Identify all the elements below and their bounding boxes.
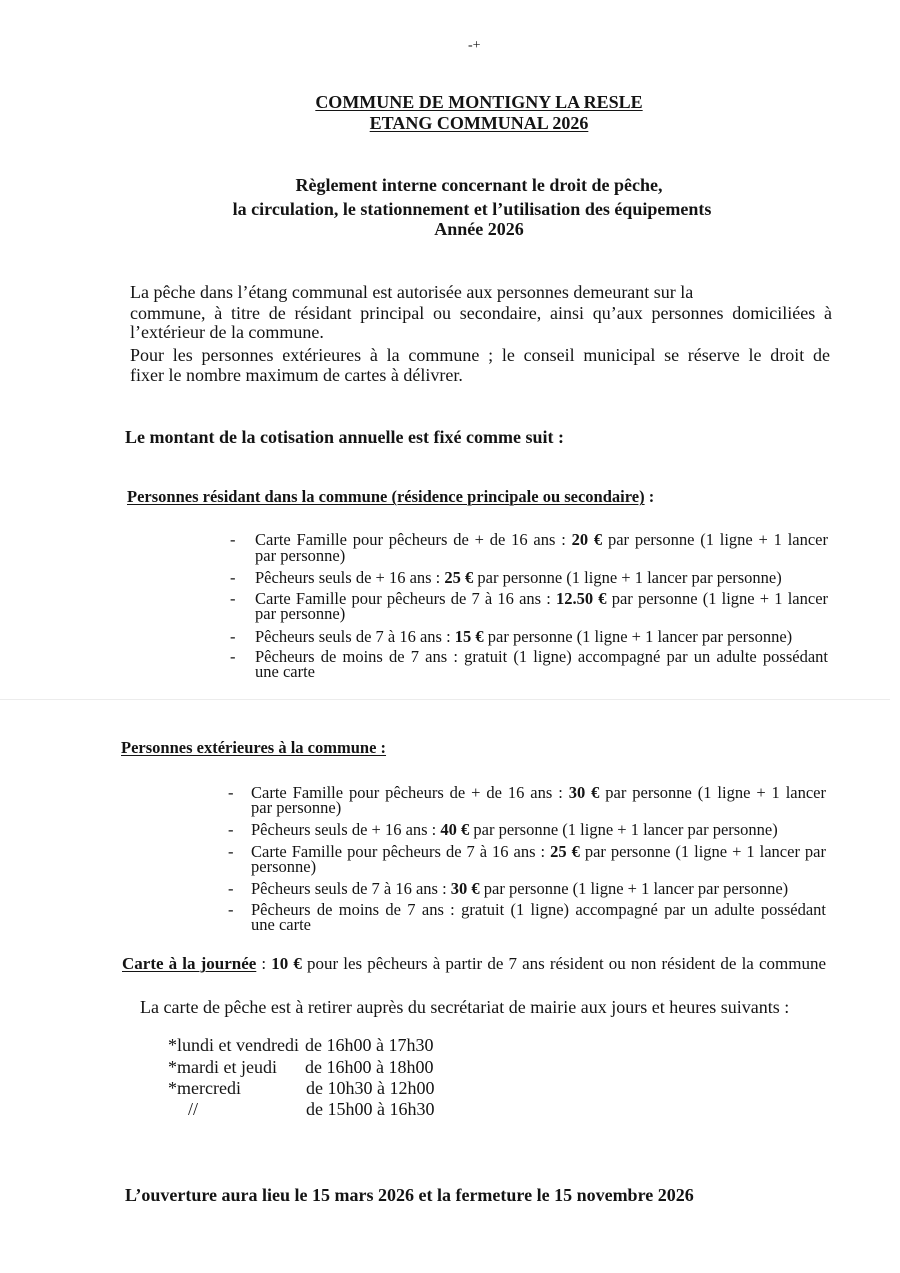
- schedule-hours: de 16h00 à 17h30: [305, 1035, 434, 1055]
- residents-heading-text: Personnes résidant dans la commune (résidence principale ou secondaire): [127, 487, 645, 506]
- item-text: Carte Famille pour pêcheurs de + de 16 ans :: [255, 530, 572, 549]
- list-bullet: -: [228, 820, 234, 839]
- item-rest: par personne (1 ligne + 1 lancer par: [579, 842, 826, 861]
- list-bullet: -: [230, 530, 236, 549]
- subtitle-line-1: Règlement interne concernant le droit de pêche,: [295, 175, 663, 195]
- item-price: 25 €: [550, 842, 580, 861]
- pickup-intro: La carte de pêche est à retirer auprès du secrétariat de mairie aux jours et heures suivants :: [140, 997, 790, 1017]
- schedule-days: *mercredi: [168, 1078, 241, 1098]
- schedule-hours: de 15h00 à 16h30: [306, 1099, 435, 1119]
- schedule-days: //: [188, 1099, 199, 1119]
- fees-heading: Le montant de la cotisation annuelle est fixé comme suit :: [125, 427, 564, 447]
- list-bullet: -: [230, 627, 236, 646]
- non-resident-item-5-line-1: Pêcheurs de moins de 7 ans : gratuit (1 ligne) accompagné par un adulte possédant: [251, 900, 826, 919]
- commune-title: COMMUNE DE MONTIGNY LA RESLE: [315, 92, 643, 112]
- item-price: 25 €: [444, 568, 474, 587]
- scan-line: [0, 699, 890, 700]
- etang-title: ETANG COMMUNAL 2026: [369, 113, 589, 133]
- item-rest: par personne (1 ligne + 1 lancer par personne): [469, 820, 778, 839]
- page-mark: -+: [468, 38, 481, 53]
- item-price: 12.50 €: [556, 589, 607, 608]
- item-text: Carte Famille pour pêcheurs de + de 16 ans :: [251, 783, 569, 802]
- schedule-days: *mardi et jeudi: [168, 1057, 277, 1077]
- item-text: Pêcheurs seuls de 7 à 16 ans :: [251, 879, 451, 898]
- item-price: 15 €: [454, 627, 484, 646]
- item-text: Pêcheurs seuls de 7 à 16 ans :: [255, 627, 455, 646]
- list-bullet: -: [228, 900, 234, 919]
- day-card-label: Carte à la journée: [122, 954, 257, 973]
- header-title-line-1: [179, 92, 779, 112]
- season-dates: L’ouverture aura lieu le 15 mars 2026 et la fermeture le 15 novembre 2026: [125, 1185, 694, 1205]
- intro-line-4: Pour les personnes extérieures à la commune ; le conseil municipal se réserve le droit de: [130, 345, 830, 365]
- day-card-rest: pour les pêcheurs à partir de 7 ans résident ou non résident de la commune: [301, 954, 826, 973]
- day-card-separator: :: [256, 954, 272, 973]
- schedule-hours: de 10h30 à 12h00: [306, 1078, 435, 1098]
- resident-item-2: [255, 568, 782, 588]
- schedule-days: *lundi et vendredi: [168, 1035, 299, 1055]
- resident-item-5-line-2: une carte: [255, 662, 315, 681]
- item-price: 40 €: [440, 820, 470, 839]
- schedule-hours: de 16h00 à 18h00: [305, 1057, 434, 1077]
- item-rest: par personne (1 ligne + 1 lancer: [606, 589, 829, 608]
- intro-line-2: commune, à titre de résidant principal ou secondaire, ainsi qu’aux personnes domiciliées à: [130, 303, 832, 323]
- item-text: Pêcheurs seuls de + 16 ans :: [251, 820, 441, 839]
- item-price: 30 €: [568, 783, 600, 802]
- list-bullet: -: [230, 589, 236, 608]
- resident-item-3-line-2: par personne): [255, 604, 346, 623]
- item-text: Pêcheurs seuls de + 16 ans :: [255, 568, 445, 587]
- non-resident-item-4: [251, 879, 788, 899]
- item-rest: par personne (1 ligne + 1 lancer: [602, 530, 828, 549]
- item-rest: par personne (1 ligne + 1 lancer par personne): [483, 627, 793, 646]
- item-rest: par personne (1 ligne + 1 lancer par personne): [479, 879, 789, 898]
- non-resident-item-5-line-2: une carte: [251, 915, 311, 934]
- non-residents-heading: [121, 738, 386, 758]
- item-price: 20 €: [571, 530, 603, 549]
- item-rest: par personne (1 ligne + 1 lancer par personne): [473, 568, 782, 587]
- header-title-line-2: [179, 113, 779, 133]
- item-price: 30 €: [450, 879, 480, 898]
- item-text: Carte Famille pour pêcheurs de 7 à 16 ans :: [251, 842, 551, 861]
- day-card-line: [122, 954, 826, 974]
- list-bullet: -: [228, 879, 234, 898]
- list-bullet: -: [228, 783, 234, 802]
- non-resident-item-1-line-2: par personne): [251, 798, 342, 817]
- subtitle-year: Année 2026: [434, 219, 524, 239]
- residents-heading-colon: :: [644, 487, 655, 506]
- intro-line-5: fixer le nombre maximum de cartes à délivrer.: [130, 365, 463, 385]
- item-rest: par personne (1 ligne + 1 lancer: [599, 783, 826, 802]
- day-card-price: 10 €: [271, 954, 302, 973]
- non-residents-heading-text: Personnes extérieures à la commune :: [121, 738, 387, 757]
- resident-item-4: [255, 627, 792, 647]
- subtitle-line-2: la circulation, le stationnement et l’utilisation des équipements: [232, 199, 712, 219]
- non-resident-item-2: [251, 820, 778, 840]
- resident-item-1-line-2: par personne): [255, 546, 346, 565]
- non-resident-item-3-line-2: personne): [251, 857, 317, 876]
- resident-item-5-line-1: Pêcheurs de moins de 7 ans : gratuit (1 ligne) accompagné par un adulte possédant: [255, 647, 828, 666]
- intro-line-1: La pêche dans l’étang communal est autorisée aux personnes demeurant sur la: [130, 282, 694, 302]
- list-bullet: -: [230, 568, 236, 587]
- list-bullet: -: [230, 647, 236, 666]
- non-resident-item-3-line-1: [251, 842, 826, 862]
- list-bullet: -: [228, 842, 234, 861]
- item-text: Carte Famille pour pêcheurs de 7 à 16 ans :: [255, 589, 556, 608]
- intro-line-3: l’extérieur de la commune.: [130, 322, 324, 342]
- residents-heading: [127, 487, 654, 507]
